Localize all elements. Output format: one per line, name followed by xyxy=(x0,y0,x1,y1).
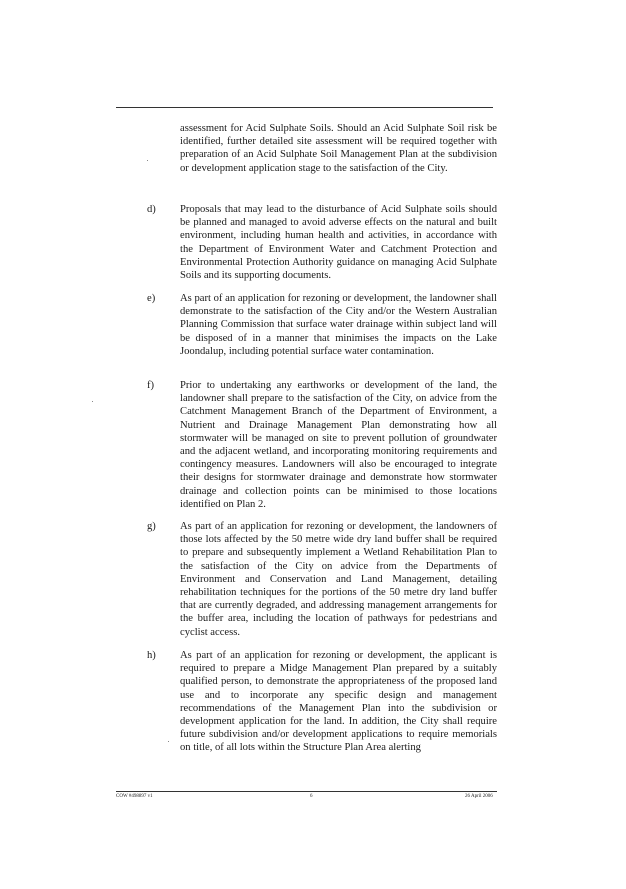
item-d-text: Proposals that may lead to the disturbance of Acid Sulphate soils should be planned and managed to avoid adverse effects on the natural and built environment, including human health and activities, in accordance with the Department of Environment Water and Catchment Protection and Environmental Protection Authority guidance on managing Acid Sulphate Soils and its supporting documents. xyxy=(180,204,497,282)
item-d-label: d) xyxy=(147,204,156,215)
item-h-label: h) xyxy=(147,650,156,661)
continuation-paragraph: assessment for Acid Sulphate Soils. Should an Acid Sulphate Soil risk be identified, further detailed site assessment will be required together with preparation of an Acid Sulphate Soil Management Plan at the subdivision or development application stage to the satisfaction of the City. xyxy=(180,123,497,174)
footer-page-number: 6 xyxy=(310,794,313,799)
item-g-text: As part of an application for rezoning or development, the landowners of those lots affected by the 50 metre wide dry land buffer shall be required to prepare and subsequently implement a Wetland Rehabilitation Plan to the satisfaction of the City on advice from the Departments of Environment and Conservation and Land Management, detailing rehabilitation techniques for the portions of the 50 metre dry land buffer that are currently degraded, and addressing management arrangements for the buffer area, including the location of pathways for pedestrians and cyclist access. xyxy=(180,521,497,638)
scan-speck xyxy=(147,160,148,161)
footer-doc-ref: COW #498897 v1 xyxy=(116,794,153,799)
scan-speck xyxy=(168,741,169,742)
item-f-text: Prior to undertaking any earthworks or development of the land, the landowner shall prepare to the satisfaction of the City, on advice from the Catchment Management Branch of the Department of Environment, a Nutrient and Drainage Management Plan demonstrating how all stormwater will be managed on site to prevent pollution of groundwater and the adjacent wetland, and incorporating monitoring requirements and contingency measures. Landowners will also be encouraged to integrate their designs for stormwater drainage and demonstrate how stormwater drainage and collection points can be minimised to those locations identified on Plan 2. xyxy=(180,380,497,510)
scan-speck xyxy=(92,401,93,402)
item-f-label: f) xyxy=(147,380,155,391)
item-e-text: As part of an application for rezoning or development, the landowner shall demonstrate to the satisfaction of the City and/or the Western Australian Planning Commission that surface water drainage within subject land will be disposed of in a manner that minimises the impacts on the Lake Joondalup, including potential surface water contamination. xyxy=(180,293,497,357)
header-rule xyxy=(116,107,493,108)
item-g-label: g) xyxy=(147,521,156,532)
footer-date: 26 April 2006 xyxy=(465,794,493,799)
footer-rule xyxy=(116,791,497,792)
item-e-label: e) xyxy=(147,293,156,304)
item-h-text: As part of an application for rezoning or development, the applicant is required to prepare a Midge Management Plan prepared by a suitably qualified person, to demonstrate the appropriateness of the proposed land use and to incorporate any specific design and management recommendations of the Management Plan into the subdivision or development application for the land. In addition, the City shall require future subdivision and/or development applications to require memorials on title, of all lots within the Structure Plan Area alerting xyxy=(180,650,497,754)
